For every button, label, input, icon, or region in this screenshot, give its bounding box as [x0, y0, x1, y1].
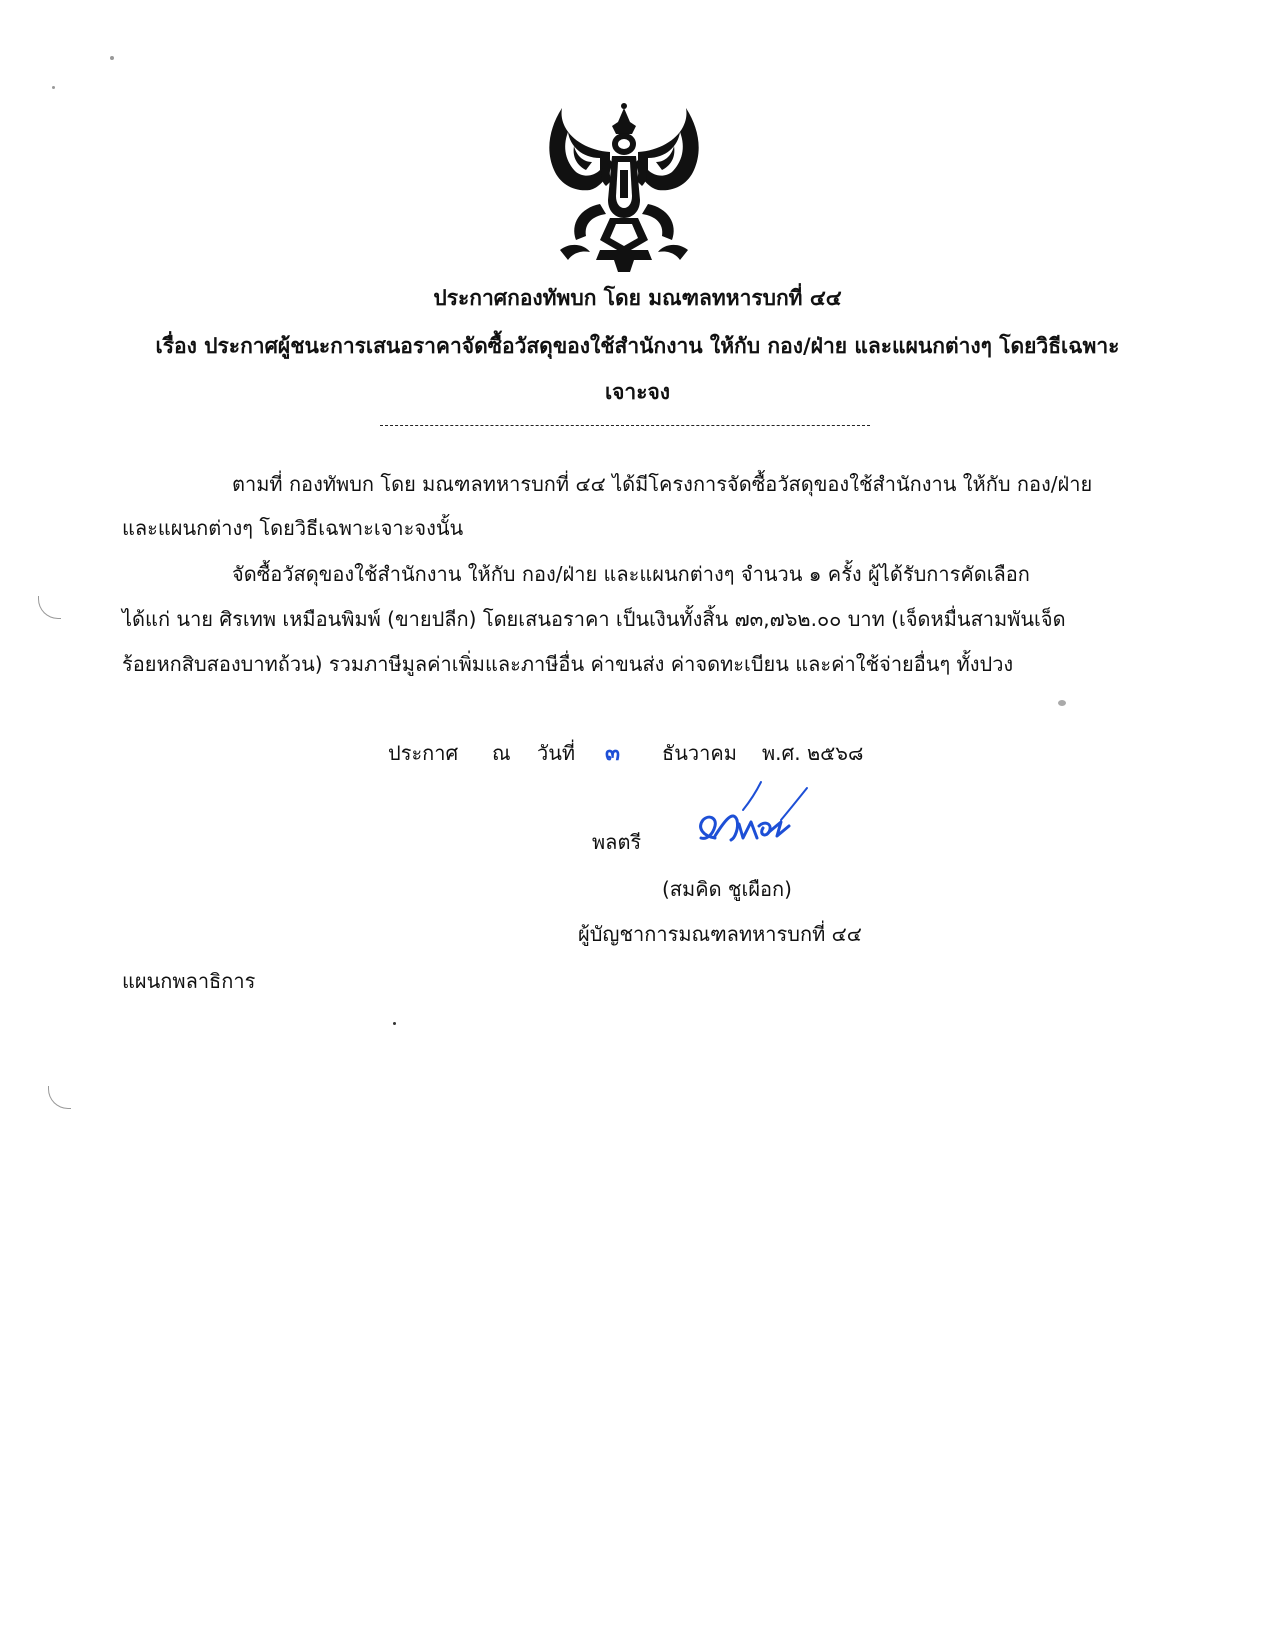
- signer-rank: พลตรี: [592, 830, 642, 854]
- announcement-subject-line2: เจาะจง: [604, 380, 671, 404]
- signer-name: (สมคิด ชูเผือก): [662, 877, 792, 901]
- scan-speck: [52, 86, 55, 89]
- scan-speck: [393, 1022, 396, 1025]
- date-year: พ.ศ. ๒๕๖๘: [762, 741, 864, 765]
- department-label: แผนกพลาธิการ: [122, 969, 256, 993]
- scan-speck: [1058, 700, 1066, 706]
- date-prakas-label: ประกาศ: [388, 741, 459, 765]
- paragraph1-line2: และแผนกต่างๆ โดยวิธีเฉพาะเจาะจงนั้น: [122, 516, 464, 540]
- scan-speck: [110, 56, 114, 60]
- paragraph2-line2: ได้แก่ นาย ศิรเทพ เหมือนพิมพ์ (ขายปลีก) โดยเสนอราคา เป็นเงินทั้งสิ้น ๗๓,๗๖๒.๐๐ บาท (เจ็ดหมื่นสามพันเจ็ด: [122, 607, 1066, 631]
- announcement-subject-line1: เรื่อง ประกาศผู้ชนะการเสนอราคาจัดซื้อวัสดุของใช้สำนักงาน ให้กับ กอง/ฝ่าย และแผนกต่างๆ โดยวิธีเฉพาะ: [155, 334, 1120, 358]
- paragraph2-line1: จัดซื้อวัสดุของใช้สำนักงาน ให้กับ กอง/ฝ่าย และแผนกต่างๆ จำนวน ๑ ครั้ง ผู้ได้รับการคัดเลือก: [232, 562, 1030, 586]
- signer-position: ผู้บัญชาการมณฑลทหารบกที่ ๔๔: [578, 922, 862, 946]
- date-na-label: ณ: [492, 741, 511, 765]
- handwritten-signature: [685, 780, 815, 860]
- announcement-title: ประกาศกองทัพบก โดย มณฑลทหารบกที่ ๔๔: [433, 286, 842, 310]
- paragraph1-line1: ตามที่ กองทัพบก โดย มณฑลทหารบกที่ ๔๔ ได้มีโครงการจัดซื้อวัสดุของใช้สำนักงาน ให้กับ กอง/ฝ่าย: [232, 472, 1093, 496]
- paragraph2-line3: ร้อยหกสิบสองบาทถ้วน) รวมภาษีมูลค่าเพิ่มและภาษีอื่น ค่าขนส่ง ค่าจดทะเบียน และค่าใช้จ่ายอื่นๆ ทั้งปวง: [122, 652, 1014, 676]
- scan-mark: [38, 596, 61, 619]
- scan-mark: [48, 1086, 71, 1109]
- date-day-label: วันที่: [537, 741, 576, 765]
- separator-line: [380, 425, 870, 426]
- date-month: ธันวาคม: [662, 741, 737, 765]
- date-day-handwritten: ๓: [605, 741, 621, 766]
- garuda-emblem-icon: [540, 100, 708, 272]
